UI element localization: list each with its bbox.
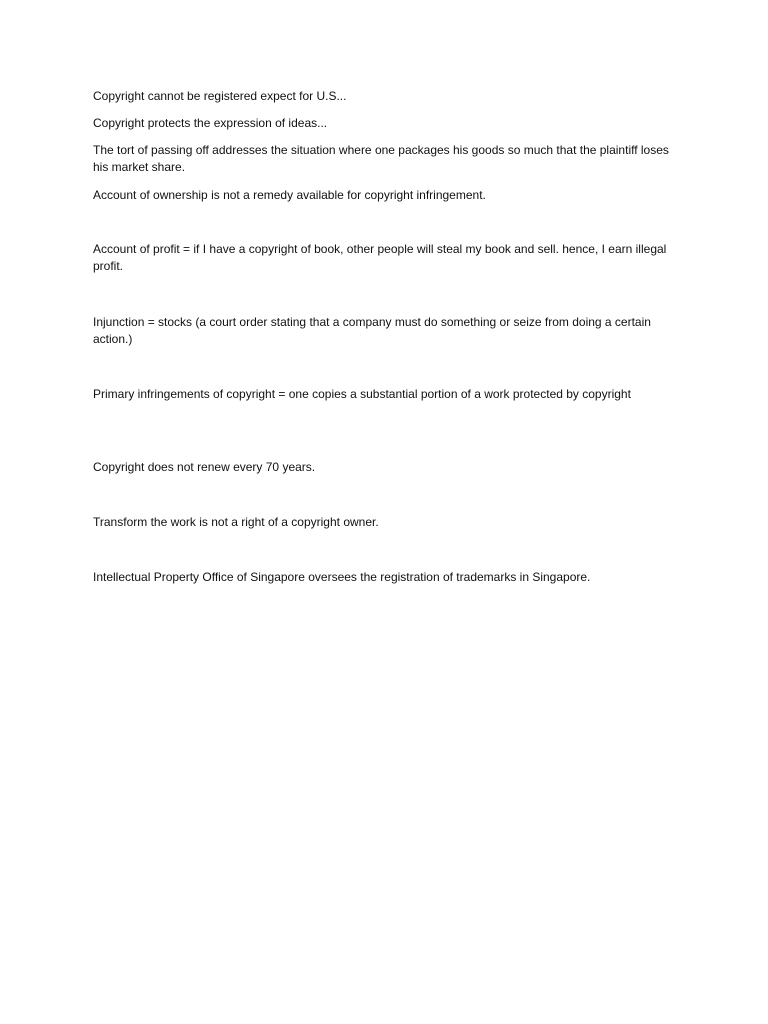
paragraph-5: Account of profit = if I have a copyright of book, other people will steal my book and sell. hence, I earn illegal profit. — [93, 242, 667, 273]
paragraph-1: Copyright cannot be registered expect for U.S... — [93, 89, 347, 103]
paragraph-6: Injunction = stocks (a court order stating that a company must do something or seize from doing a certain action.) — [93, 315, 651, 346]
paragraph-9: Transform the work is not a right of a copyright owner. — [93, 515, 379, 529]
paragraph-8: Copyright does not renew every 70 years. — [93, 460, 316, 474]
paragraph-10: Intellectual Property Office of Singapore oversees the registration of trademarks in Singapore. — [93, 570, 591, 584]
paragraph-4: Account of ownership is not a remedy available for copyright infringement. — [93, 188, 486, 202]
paragraph-3: The tort of passing off addresses the situation where one packages his goods so much that the plaintiff loses his market share. — [93, 143, 669, 174]
paragraph-7: Primary infringements of copyright = one copies a substantial portion of a work protected by copyright — [93, 387, 631, 401]
paragraph-2: Copyright protects the expression of ideas... — [93, 116, 328, 130]
